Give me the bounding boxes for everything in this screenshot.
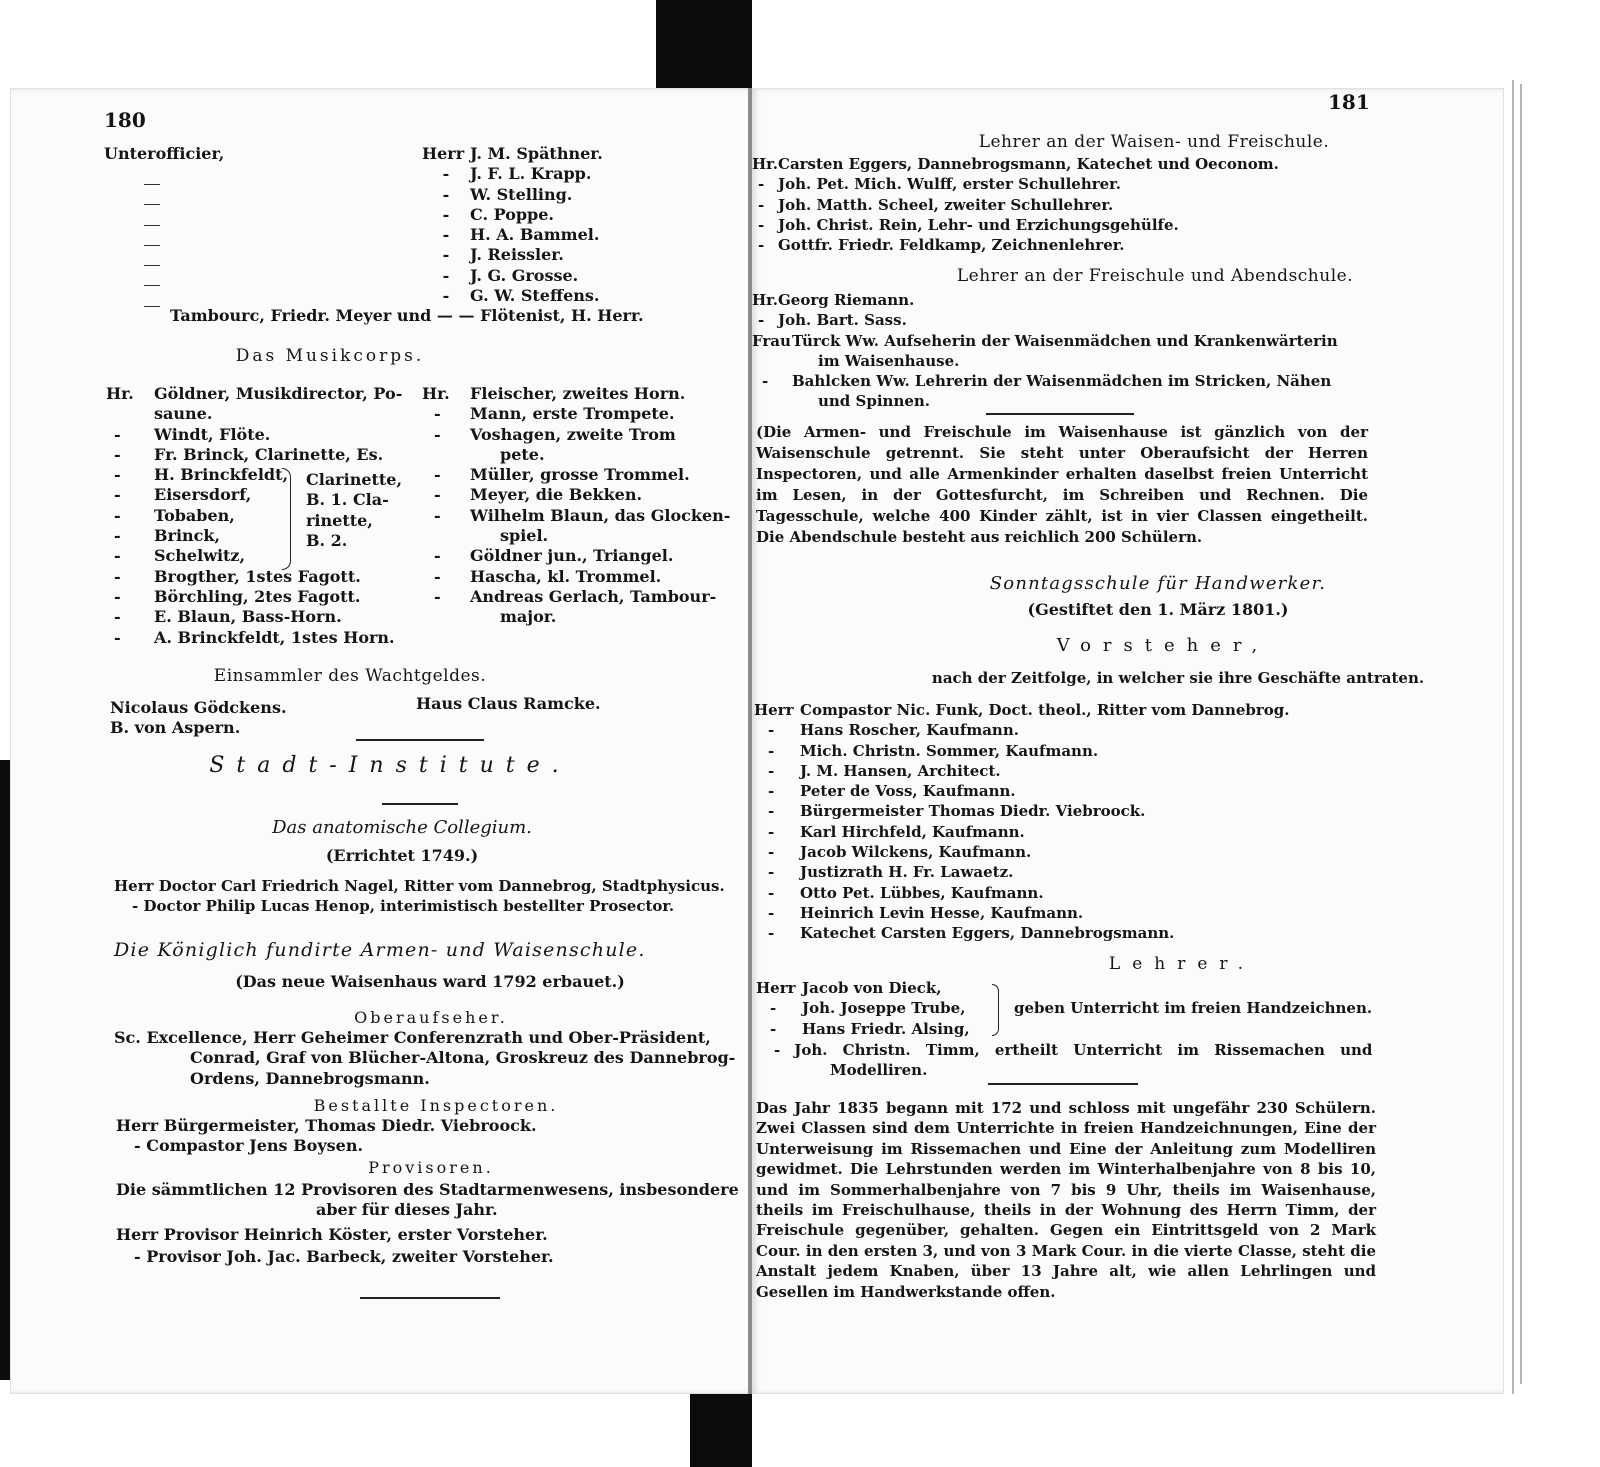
page-number: 180 [104, 108, 146, 132]
teacher-name: Türck Ww. Aufseherin der Waisenmädchen und Krankenwärterin [792, 331, 1338, 350]
lehrer-frei-list [752, 290, 1338, 412]
list-item: - J. M. Hansen, Architect. [768, 761, 1001, 780]
list-item: - Fr. Brinck, Clarinette, Es. [114, 444, 384, 464]
teacher-name: Hans Friedr. Alsing, [802, 1019, 970, 1038]
clarinet-brace [282, 468, 291, 570]
stadt-institute-heading: Stadt-Institute. [209, 753, 571, 778]
list-item: - Schelwitz, [114, 546, 246, 566]
divider [360, 1297, 500, 1299]
list-item: - Wilhelm Blaun, das Glocken- [434, 505, 731, 525]
title-prefix: Hr. [752, 155, 778, 173]
provisoren-lines: Die sämmtlichen 12 Provisoren des Stadtarmenwesens, insbesondere aber für dieses Jahr. Herr Provisor Heinrich Köster, erster Vorsteher. - Provisor Joh. Jac. Barbeck, zweiter Vorsteher. [116, 1180, 739, 1266]
vorsteher-name: Karl Hirchfeld, Kaufmann. [800, 822, 1025, 841]
member-name: Göldner, Musikdirector, Po- [154, 384, 403, 403]
list-item [422, 445, 730, 465]
member-name: pete. [500, 444, 545, 464]
list-item: - Joh. Pet. Mich. Wulff, erster Schullehrer. [758, 175, 1121, 194]
list-item [422, 286, 603, 306]
list-item: - Heinrich Levin Hesse, Kaufmann. [768, 903, 1084, 922]
list-item [422, 526, 730, 546]
member-name: Fr. Brinck, Clarinette, Es. [154, 444, 384, 464]
member-name: Müller, grosse Trommel. [470, 465, 690, 485]
vorsteher-name: J. M. Hansen, Architect. [800, 761, 1001, 780]
right-page [752, 88, 1504, 1394]
ditto-mark: - [442, 286, 450, 306]
vorsteher-name: Jacob Wilckens, Kaufmann. [800, 843, 1032, 862]
list-item: - Jacob Wilckens, Kaufmann. [768, 843, 1032, 862]
list-item [422, 225, 603, 245]
sonntagsschule-heading: Sonntagsschule für Handwerker. [989, 573, 1327, 594]
officer-name: J. Reissler. [470, 245, 564, 265]
officer-name: J. G. Grosse. [470, 265, 579, 285]
ditto-mark: - [442, 225, 450, 245]
member-name: Windt, Flöte. [154, 424, 271, 444]
member-name: Tobaben, [154, 505, 235, 525]
timm-lines [756, 1040, 1372, 1081]
wachtgeld-names [110, 698, 287, 739]
musikcorps-heading: Das Musikcorps. [235, 346, 425, 366]
vorsteher-name: Mich. Christn. Sommer, Kaufmann. [800, 741, 1099, 760]
list-item [106, 384, 402, 404]
collector-name: B. von Aspern. [110, 718, 241, 738]
list-item: - H. Brinckfeldt, [114, 465, 289, 485]
tambour-line: Tambourc, Friedr. Meyer und — — Flötenist, H. Herr. [170, 306, 644, 325]
list-item: - Justizrath H. Fr. Lawaetz. [768, 863, 1014, 882]
list-item [754, 700, 1290, 720]
officer-name: H. A. Bammel. [470, 225, 600, 245]
list-item [752, 331, 1338, 351]
teacher-name: Jacob von Dieck, [802, 979, 942, 997]
vorsteher-name: Peter de Voss, Kaufmann. [800, 782, 1016, 801]
timm-line: - Joh. Christn. Timm, ertheilt Unterricht im Rissemachen und [774, 1041, 1373, 1059]
divider [986, 413, 1134, 415]
member-name: Börchling, 2tes Fagott. [154, 586, 361, 606]
anatom-lines [114, 876, 725, 917]
list-item [752, 351, 1338, 371]
oberaufseher-lines: Sc. Excellence, Herr Geheimer Conferenzrath und Ober-Präsident, Conrad, Graf von Blücher-Altona, Groskreuz des Dannebrog- Ordens, Dannebrogsmann. [114, 1028, 736, 1088]
clarinet-brace-text: Clarinette, B. 1. Cla- rinette, B. 2. [306, 470, 403, 550]
list-item: - Hans Friedr. Alsing, [770, 1019, 970, 1038]
list-item: - Karl Hirchfeld, Kaufmann. [768, 822, 1025, 841]
ditto-mark: - [442, 164, 450, 184]
officer-dash-column [144, 174, 160, 316]
collector-name: Nicolaus Gödckens. [110, 698, 287, 717]
member-name: Göldner jun., Triangel. [470, 546, 674, 566]
lehrer-waisen-list [752, 154, 1279, 255]
member-name: saune. [154, 404, 213, 424]
list-item: - Mich. Christn. Sommer, Kaufmann. [768, 741, 1099, 760]
teacher-name: Carsten Eggers, Dannebrogsmann, Katechet und Oeconom. [778, 155, 1279, 173]
list-item: - Windt, Flöte. [114, 424, 271, 444]
teacher-name: und Spinnen. [818, 392, 931, 411]
armenschule-note: (Die Armen- und Freischule im Waisenhause ist gänzlich von der Waisenschule getrennt. Sie steht unter Oberaufsicht der Herren Inspectoren, und alle Armenkinder erhalten daselbst freien Unterricht im Lesen, in der Gottesfurcht, im Schreiben und Rechnen. Die Tagesschule, welche 400 Kinder zählt, ist in vier Classen eingetheilt. Die Abendschule besteht aus reichlich 200 Schülern. [756, 423, 1368, 546]
member-name: Brinck, [154, 526, 221, 546]
list-item: - Meyer, die Bekken. [434, 485, 643, 505]
teacher-name: Bahlcken Ww. Lehrerin der Waisenmädchen im Stricken, Nähen [792, 372, 1332, 391]
teacher-name: Joh. Christ. Rein, Lehr- und Erzichungsgehülfe. [778, 215, 1179, 234]
member-name: E. Blaun, Bass-Horn. [154, 607, 342, 627]
title-prefix: Herr [754, 701, 794, 719]
member-name: Meyer, die Bekken. [470, 485, 643, 505]
teacher-name: Georg Riemann. [778, 291, 915, 309]
list-item: - Hascha, kl. Trommel. [434, 566, 662, 586]
list-item: - Tobaben, [114, 505, 235, 525]
member-name: major. [500, 607, 557, 627]
member-name: H. Brinckfeldt, [154, 465, 289, 485]
waisenhaus-note: (Das neue Waisenhaus ward 1792 erbauet.) [235, 972, 625, 991]
anatom-heading: Das anatomische Collegium. [272, 817, 532, 838]
list-item [752, 391, 1338, 411]
vorsteher-subheading: nach der Zeitfolge, in welcher sie ihre Geschäfte antraten. [931, 669, 1425, 687]
list-item: - Brogther, 1stes Fagott. [114, 566, 361, 586]
anatom-line: Herr Doctor Carl Friedrich Nagel, Ritter vom Dannebrog, Stadtphysicus. [114, 877, 725, 895]
list-item [422, 185, 603, 205]
list-item: - Voshagen, zweite Trom [434, 424, 676, 444]
lehrer-waisen-heading: Lehrer an der Waisen- und Freischule. [978, 132, 1330, 152]
list-item: - Otto Pet. Lübbes, Kaufmann. [768, 883, 1044, 902]
inspectoren-heading: Bestallte Inspectoren. [313, 1096, 559, 1115]
ditto-mark: - [442, 245, 450, 265]
vorsteher-name: Hans Roscher, Kaufmann. [800, 721, 1019, 740]
divider [988, 1083, 1138, 1085]
officer-role: Unterofficier, [104, 144, 225, 163]
list-item [422, 164, 603, 184]
list-item [752, 290, 1338, 310]
list-item: - Hans Roscher, Kaufmann. [768, 721, 1019, 740]
list-item: - Joh. Joseppe Trube, [770, 999, 966, 1018]
vorsteher-name: Bürgermeister Thomas Diedr. Viebroock. [800, 802, 1146, 821]
member-name: Wilhelm Blaun, das Glocken- [470, 505, 731, 525]
vorsteher-name: Otto Pet. Lübbes, Kaufmann. [800, 883, 1044, 902]
list-item: - Göldner jun., Triangel. [434, 546, 674, 566]
page-number: 181 [1328, 90, 1370, 114]
wachtgeld-heading: Einsammler des Wachtgeldes. [213, 666, 487, 686]
member-name: Schelwitz, [154, 546, 246, 566]
timm-line: Modelliren. [830, 1061, 928, 1080]
list-item [422, 266, 603, 286]
list-item: - Joh. Matth. Scheel, zweiter Schullehrer. [758, 195, 1114, 214]
member-name: Eisersdorf, [154, 485, 252, 505]
member-name: Brogther, 1stes Fagott. [154, 566, 361, 586]
list-item: - Eisersdorf, [114, 485, 252, 505]
left-page [10, 88, 758, 1394]
officer-name: G. W. Steffens. [470, 286, 600, 306]
list-item [422, 144, 603, 164]
vorsteher-name: Justizrath H. Fr. Lawaetz. [800, 863, 1014, 882]
list-item [422, 205, 603, 225]
divider [382, 803, 458, 805]
list-item: - Müller, grosse Trommel. [434, 465, 690, 485]
binding-strip-bottom [690, 1394, 752, 1467]
sonntagsschule-founded: (Gestiftet den 1. März 1801.) [1027, 600, 1289, 619]
member-name: Mann, erste Trompete. [470, 404, 675, 424]
member-name: spiel. [500, 526, 549, 546]
lehrer-brace-text: geben Unterricht im freien Handzeichnen. [1014, 999, 1373, 1017]
officer-name: W. Stelling. [470, 184, 573, 204]
teacher-name: Joh. Bart. Sass. [778, 311, 907, 330]
ditto-mark: - [442, 204, 450, 224]
title-prefix: Herr [756, 979, 796, 997]
list-item: - Katechet Carsten Eggers, Dannebrogsmann. [768, 924, 1175, 943]
member-name: A. Brinckfeldt, 1stes Horn. [154, 627, 395, 647]
list-item: - Bahlcken Ww. Lehrerin der Waisenmädchen im Stricken, Nähen [762, 372, 1332, 391]
vorsteher-name: Compastor Nic. Funk, Doct. theol., Ritter vom Dannebrog. [800, 701, 1290, 719]
title-prefix: Hr. [752, 291, 778, 309]
list-item: - Joh. Christ. Rein, Lehr- und Erzichungsgehülfe. [758, 215, 1179, 234]
list-item: - A. Brinckfeldt, 1stes Horn. [114, 627, 395, 647]
musikcorps-right-column [422, 384, 730, 628]
list-item [752, 154, 1279, 174]
teacher-name: im Waisenhause. [818, 351, 960, 370]
title-prefix: Hr. [106, 384, 134, 403]
list-item: - Joh. Bart. Sass. [758, 311, 907, 330]
vorsteher-list [754, 700, 1290, 944]
vorsteher-name: Heinrich Levin Hesse, Kaufmann. [800, 903, 1084, 922]
provisoren-heading: Provisoren. [368, 1158, 494, 1177]
title-prefix: Frau [752, 331, 791, 350]
lehrer-brace [992, 984, 999, 1036]
officer-name: J. M. Späthner. [470, 144, 603, 163]
teacher-name: Joh. Matth. Scheel, zweiter Schullehrer. [778, 195, 1114, 214]
list-item: - Bürgermeister Thomas Diedr. Viebroock. [768, 802, 1146, 821]
list-item: - Brinck, [114, 526, 221, 546]
lehrer-frei-heading: Lehrer an der Freischule und Abendschule. [956, 266, 1354, 286]
member-name: Fleischer, zweites Horn. [470, 384, 686, 403]
officer-name: C. Poppe. [470, 204, 554, 224]
collector-name: Haus Claus Ramcke. [416, 694, 601, 713]
officer-name: J. F. L. Krapp. [470, 164, 592, 184]
list-item [422, 245, 603, 265]
list-item [106, 404, 402, 424]
list-item: - Andreas Gerlach, Tambour- [434, 586, 717, 606]
title-prefix: Hr. [422, 384, 450, 403]
list-item: - Peter de Voss, Kaufmann. [768, 782, 1016, 801]
list-item: - E. Blaun, Bass-Horn. [114, 607, 342, 627]
list-item: - Börchling, 2tes Fagott. [114, 586, 361, 606]
list-item [422, 384, 730, 404]
teacher-name: Joh. Pet. Mich. Wulff, erster Schullehrer. [778, 175, 1121, 194]
list-item: - Gottfr. Friedr. Feldkamp, Zeichnenlehrer. [758, 236, 1125, 255]
vorsteher-name: Katechet Carsten Eggers, Dannebrogsmann. [800, 924, 1175, 943]
title-prefix: Herr [422, 144, 465, 163]
member-name: Andreas Gerlach, Tambour- [470, 586, 717, 606]
oberaufseher-heading: Oberaufseher. [354, 1008, 508, 1027]
member-name: Voshagen, zweite Trom [470, 424, 676, 444]
lehrer-heading: Lehrer. [1108, 954, 1256, 974]
vorsteher-heading: Vorsteher, [1056, 635, 1270, 656]
list-item [422, 607, 730, 627]
teacher-name: Gottfr. Friedr. Feldkamp, Zeichnenlehrer. [778, 236, 1125, 255]
lehrer-list [756, 978, 970, 1039]
anatom-line: - Doctor Philip Lucas Henop, interimistisch bestellter Prosector. [132, 897, 675, 916]
anatom-founded: (Errichtet 1749.) [325, 846, 479, 865]
officer-list [422, 144, 603, 306]
closing-paragraph: Das Jahr 1835 begann mit 172 und schloss mit ungefähr 230 Schülern. Zwei Classen sind dem Unterrichte in freien Handzeichnungen, Eine der Unterweisung im Rissemachen und Eine der Anleitung zum Modelliren gewidmet. Die Lehrstunden werden im Winterhalbenjahre von 8 bis 10, und im Sommerhalbenjahre von 7 bis 9 Uhr, theils im Waisenhause, theils im Freischulhause, theils in der Wohnung des Herrn Timm, der Freischule gegenüber, gehalten. Gegen ein Eintrittsgeld von 2 Mark Cour. in den ersten 3, und von 3 Mark Cour. in die vierte Classe, steht die Anstalt jedem Knaben, über 13 Jahre alt, wie allen Lehrlingen und Gesellen im Handwerkstande offen. [756, 1099, 1376, 1301]
binding-strip-top [656, 0, 752, 88]
list-item: - Mann, erste Trompete. [434, 404, 675, 424]
ditto-mark: - [442, 184, 450, 204]
inspectoren-lines: Herr Bürgermeister, Thomas Diedr. Viebroock. - Compastor Jens Boysen. [116, 1116, 537, 1156]
list-item [756, 978, 970, 998]
waisenschule-heading: Die Königlich fundirte Armen- und Waisenschule. [114, 939, 646, 961]
member-name: Hascha, kl. Trommel. [470, 566, 662, 586]
teacher-name: Joh. Joseppe Trube, [802, 999, 966, 1018]
divider [356, 739, 484, 741]
ditto-mark: - [442, 265, 450, 285]
